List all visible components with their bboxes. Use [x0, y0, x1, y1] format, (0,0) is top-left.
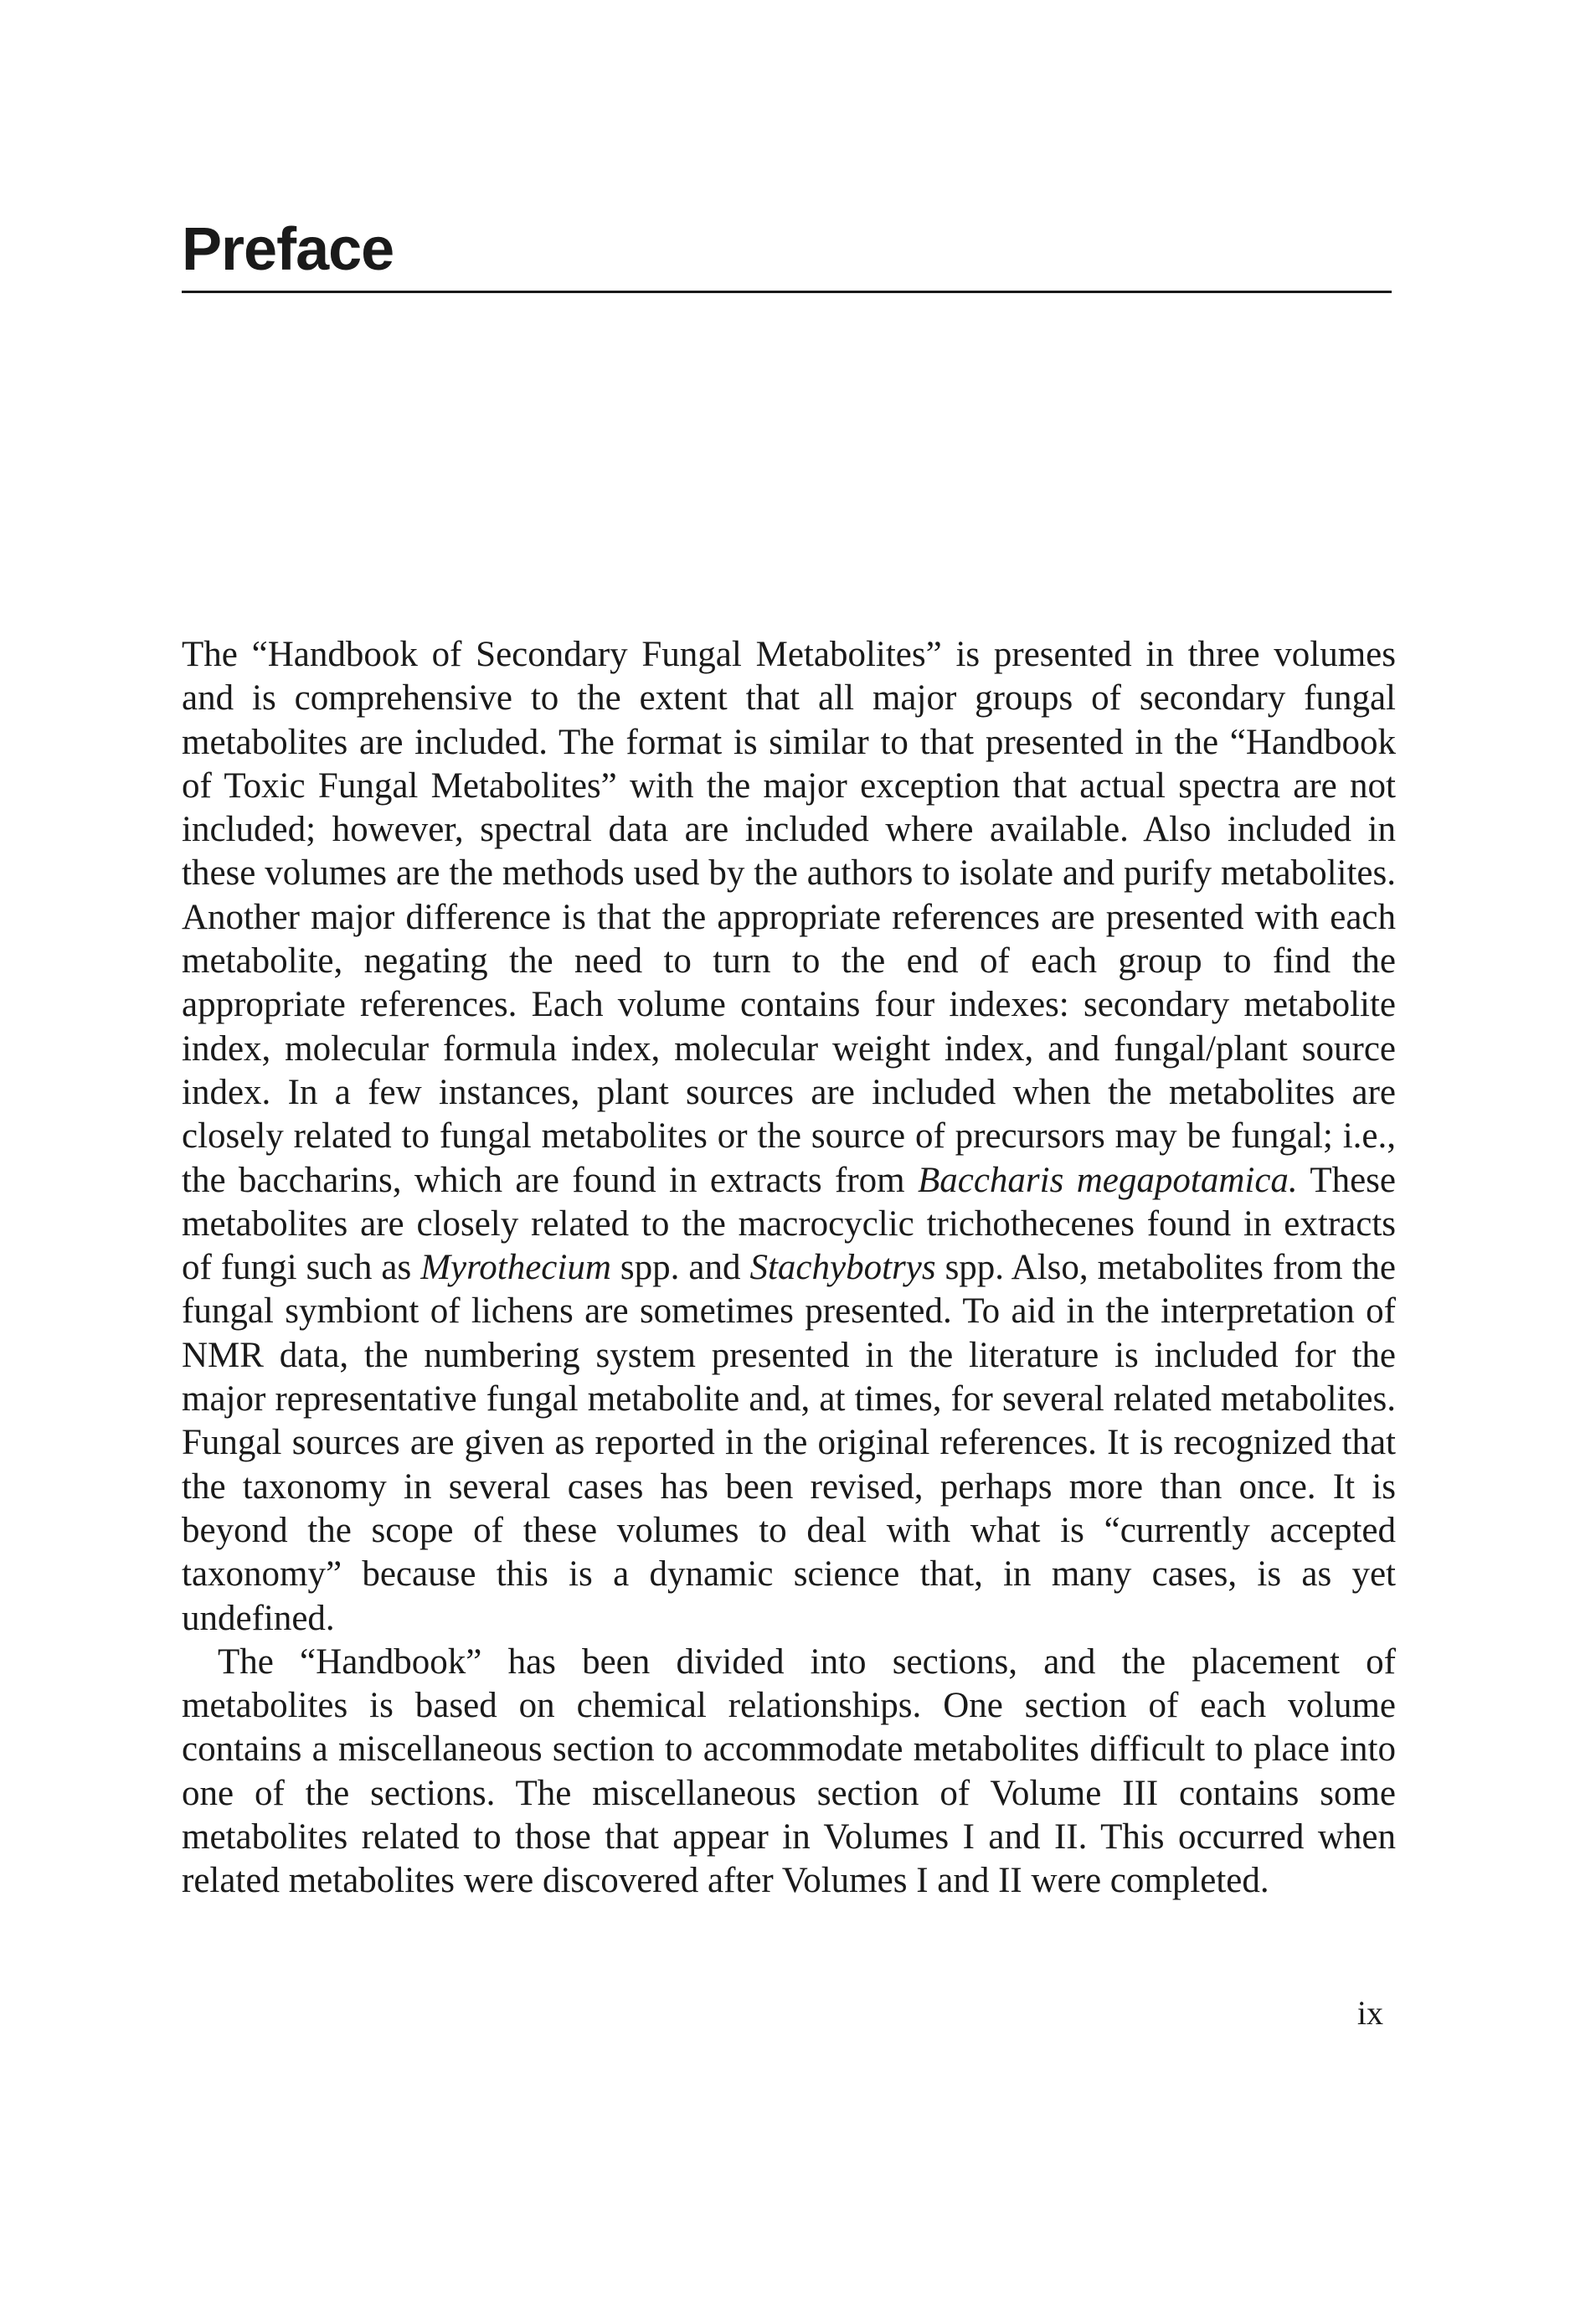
title-rule — [182, 291, 1392, 293]
paragraph-2: The “Handbook” has been divided into sections, and the placement of metabolites is based on chemical relationships. One section of each volume contains a miscellaneous section to accommodate metabolites difficult to place into one of the sections. The miscellaneous section of Volume III contains some metabolites related to those that appear in Volumes I and II. This occurred when related metabolites were discovered after Volumes I and II were completed. — [182, 1641, 1396, 1901]
page-number: ix — [1356, 1994, 1383, 2032]
genus-name-stachybotrys: Stachybotrys — [749, 1248, 936, 1288]
paragraph-1-text-a: The “Handbook of Secondary Fungal Metabolites” is presented in three volumes and is comprehensive to the extent that all major groups of secondary fungal metabolites are included. The format is similar to that presented in the “Handbook of Toxic Fungal Metabolites” with the major exception that actual spectra are not included; however, spectral data are included where available. Also included in these volumes are the methods used by the authors to isolate and purify metabolites. Another major difference is that the appropriate references are presented with each metabolite, negating the need to turn to the end of each group to find the appropriate references. Each volume contains four indexes: secondary metabolite index, molecular formula index, molecular weight index, and fungal/plant source index. In a few instances, plant sources are included when the metabolites are closely related to fungal metabolites or the source of precursors may be fungal; i.e., the baccharins, which are found in extracts from — [182, 635, 1396, 1200]
paragraph-1-text-b: These metabolites are closely related to the macrocyclic trichothecenes found in extracts of fungi such as — [182, 1160, 1396, 1288]
species-name-baccharis: Baccharis megapotamica. — [918, 1160, 1298, 1200]
paragraph-1-text-d: spp. Also, metabolites from the fungal symbiont of lichens are sometimes presented. To aid in the interpretation of NMR data, the numbering system presented in the literature is included for the major representative fungal metabolite and, at times, for several related metabolites. Fungal sources are given as reported in the original references. It is recognized that the taxonomy in several cases has been revised, perhaps more than once. It is beyond the scope of these volumes to deal with what is “currently accepted taxonomy” because this is a dynamic science that, in many cases, is as yet undefined. — [182, 1248, 1396, 1638]
body-text — [182, 633, 1396, 1904]
genus-name-myrothecium: Myrothecium — [420, 1248, 611, 1288]
paragraph-1 — [182, 633, 1396, 1641]
page-title: Preface — [182, 216, 394, 283]
paragraph-1-text-c: spp. and — [610, 1248, 750, 1288]
